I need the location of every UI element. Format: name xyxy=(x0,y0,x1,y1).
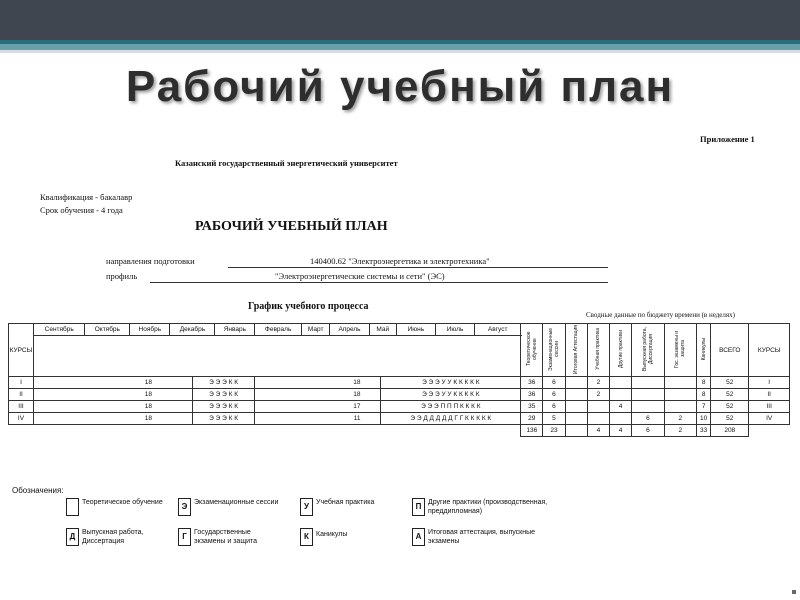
document-heading: РАБОЧИЙ УЧЕБНЫЙ ПЛАН xyxy=(195,219,388,234)
summer-block: Э Э Э П П П К К К К xyxy=(381,401,521,413)
grid-month-row xyxy=(9,324,790,336)
summary-cell: 10 xyxy=(697,413,711,425)
month-cell: Июнь xyxy=(396,324,435,336)
summary-cell: 2 xyxy=(587,389,609,401)
totals-cell: 23 xyxy=(543,425,565,437)
direction-label: направления подготовки xyxy=(106,256,195,266)
summary-cell xyxy=(664,389,696,401)
summary-cell xyxy=(587,401,609,413)
total-cell: 52 xyxy=(711,413,749,425)
summary-cell: 8 xyxy=(697,377,711,389)
summary-cell: 6 xyxy=(543,401,565,413)
legend-text: Итоговая аттестация, выпускные экзамены xyxy=(428,529,536,545)
summer-block: Э Э Д Д Д Д Д Г Г К К К К К xyxy=(381,413,521,425)
exam-block: Э Э Э К К xyxy=(192,389,254,401)
month-cell: Февраль xyxy=(255,324,302,336)
study-duration: Срок обучения - 4 года xyxy=(40,205,123,215)
month-cell: Декабрь xyxy=(170,324,215,336)
total-cell: 52 xyxy=(711,401,749,413)
summary-header: Итоговая Аттестация xyxy=(565,324,587,377)
summary-cell xyxy=(609,413,631,425)
slide-top-bar xyxy=(0,0,800,44)
legend-symbol xyxy=(66,498,79,516)
summer-block: Э Э Э У У К К К К К xyxy=(381,377,521,389)
summary-header: Экзаменационные сессии xyxy=(543,324,565,377)
summary-cell: 6 xyxy=(543,389,565,401)
total-cell: 52 xyxy=(711,389,749,401)
summary-header: Другие практики xyxy=(609,324,631,377)
summary-cell: 6 xyxy=(543,377,565,389)
summary-cell xyxy=(565,389,587,401)
course-row xyxy=(9,401,790,413)
document-scan xyxy=(0,128,800,600)
legend-title: Обозначения: xyxy=(12,486,64,495)
slide-title: Рабочий учебный план xyxy=(125,62,675,111)
month-cell: Август xyxy=(475,324,521,336)
exam-block: Э Э Э К К xyxy=(192,413,254,425)
profile-underline xyxy=(150,282,608,283)
course-row xyxy=(9,377,790,389)
summary-title: Сводные данные по бюджету времени (в неделях) xyxy=(586,311,735,319)
appendix-label: Приложение 1 xyxy=(700,134,755,144)
legend-text: Другие практики (производственная, преддипломная) xyxy=(428,499,548,515)
summary-cell: 29 xyxy=(521,413,543,425)
month-cell: Октябрь xyxy=(85,324,130,336)
legend-text: Каникулы xyxy=(316,531,348,538)
summary-cell xyxy=(565,413,587,425)
legend-symbol: Э xyxy=(178,498,191,516)
totals-cell: 2 xyxy=(664,425,696,437)
course-label: II xyxy=(9,389,34,401)
totals-cell: 136 xyxy=(521,425,543,437)
summary-cell xyxy=(609,389,631,401)
summary-cell xyxy=(609,377,631,389)
weeks-term1: 18 xyxy=(34,389,193,401)
weeks-term1: 18 xyxy=(34,413,193,425)
weeks-term2: 11 xyxy=(255,413,381,425)
summary-cell: 7 xyxy=(697,401,711,413)
summary-cell: 36 xyxy=(521,389,543,401)
summary-cell: 35 xyxy=(521,401,543,413)
university-name: Казанский государственный энергетический университет xyxy=(175,158,398,168)
summary-cell: 5 xyxy=(543,413,565,425)
legend-text: Теоретическое обучение xyxy=(82,499,163,506)
profile-value: "Электроэнергетические системы и сети" (ЭС) xyxy=(275,271,445,281)
month-cell: Апрель xyxy=(330,324,369,336)
slide-dot xyxy=(792,590,796,594)
exam-block: Э Э Э К К xyxy=(192,377,254,389)
month-cell: Январь xyxy=(215,324,255,336)
weeks-term2: 17 xyxy=(255,401,381,413)
month-cell: Март xyxy=(302,324,330,336)
summary-cell xyxy=(565,401,587,413)
profile-label: профиль xyxy=(106,271,138,281)
course-label: IV xyxy=(9,413,34,425)
qualification: Квалификация - бакалавр xyxy=(40,192,133,202)
month-cell: Май xyxy=(369,324,396,336)
exam-block: Э Э Э К К xyxy=(192,401,254,413)
summer-block: Э Э Э У У К К К К К xyxy=(381,389,521,401)
course-label: III xyxy=(9,401,34,413)
grand-total-cell: 208 xyxy=(711,425,749,437)
course-label: I xyxy=(9,377,34,389)
direction-underline xyxy=(228,267,608,268)
summary-header: Выпускная работа, Диссертация xyxy=(632,324,664,377)
summary-header: Теоретическое обучение xyxy=(521,324,543,377)
schedule-title: График учебного процесса xyxy=(248,301,369,312)
legend-symbol: А xyxy=(412,528,425,546)
legend-text: Учебная практика xyxy=(316,499,375,506)
weeks-term2: 18 xyxy=(255,389,381,401)
summary-cell xyxy=(632,401,664,413)
month-cell: Сентябрь xyxy=(34,324,85,336)
direction-value: 140400.62 "Электроэнергетика и электротехника" xyxy=(310,256,490,266)
weeks-term1: 18 xyxy=(34,377,193,389)
month-cell: Ноябрь xyxy=(130,324,170,336)
courses-header: КУРСЫ xyxy=(9,324,34,377)
course-roman: II xyxy=(749,389,790,401)
legend-symbol: К xyxy=(300,528,313,546)
totals-cell xyxy=(565,425,587,437)
slide-accent-stripe-light xyxy=(0,50,800,53)
summary-cell: 2 xyxy=(587,377,609,389)
courses-header-right: КУРСЫ xyxy=(749,324,790,377)
total-header: ВСЕГО xyxy=(711,324,749,377)
summary-cell: 2 xyxy=(664,413,696,425)
course-row xyxy=(9,413,790,425)
summary-cell xyxy=(664,377,696,389)
course-roman: IV xyxy=(749,413,790,425)
weeks-term1: 18 xyxy=(34,401,193,413)
summary-header: Каникулы xyxy=(697,324,711,377)
totals-cell: 6 xyxy=(632,425,664,437)
summary-cell xyxy=(664,401,696,413)
summary-cell xyxy=(587,413,609,425)
summary-cell: 8 xyxy=(697,389,711,401)
weeks-term2: 18 xyxy=(255,377,381,389)
summary-cell: 4 xyxy=(609,401,631,413)
course-roman: I xyxy=(749,377,790,389)
legend-symbol: П xyxy=(412,498,425,516)
legend-text: Выпускная работа, Диссертация xyxy=(82,529,144,545)
totals-row xyxy=(9,425,790,437)
summary-cell xyxy=(565,377,587,389)
schedule-grid xyxy=(8,323,790,437)
summary-header: Учебная практика xyxy=(587,324,609,377)
total-cell: 52 xyxy=(711,377,749,389)
legend-text: Государственные экзамены и защита xyxy=(194,529,258,545)
totals-cell: 33 xyxy=(697,425,711,437)
legend-symbol: У xyxy=(300,498,313,516)
legend-symbol: Г xyxy=(178,528,191,546)
summary-cell xyxy=(632,377,664,389)
course-row xyxy=(9,389,790,401)
totals-cell: 4 xyxy=(609,425,631,437)
totals-cell: 4 xyxy=(587,425,609,437)
month-cell: Июль xyxy=(435,324,474,336)
course-roman: III xyxy=(749,401,790,413)
week-dates-band xyxy=(34,336,521,377)
legend-symbol: Д xyxy=(66,528,79,546)
summary-header: Гос. экзамены и защита xyxy=(664,324,696,377)
summary-cell: 6 xyxy=(632,413,664,425)
summary-cell: 36 xyxy=(521,377,543,389)
summary-cell xyxy=(632,389,664,401)
legend-text: Экзаменационные сессии xyxy=(194,499,279,506)
